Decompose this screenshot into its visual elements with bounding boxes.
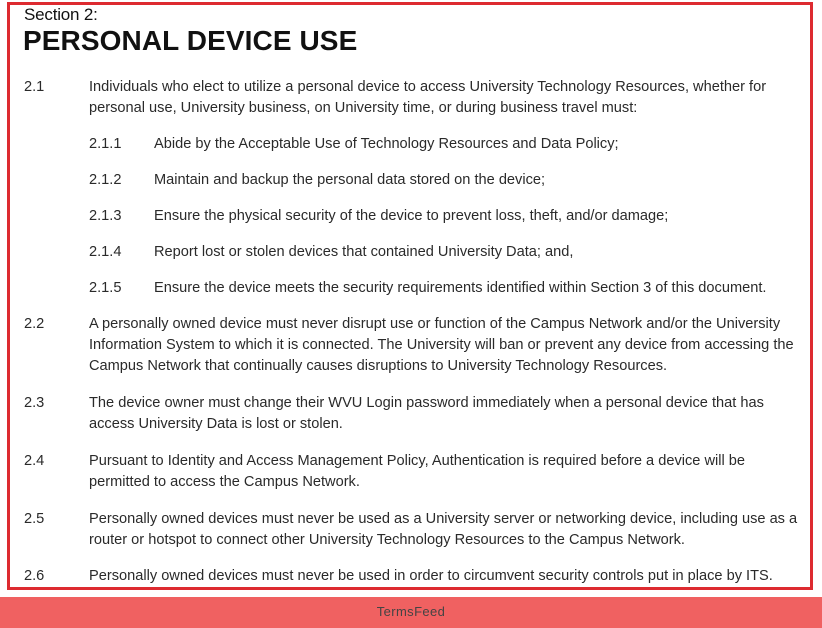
footer-brand-link[interactable]: TermsFeed	[376, 604, 446, 619]
clause-number: 2.6	[24, 568, 45, 584]
subclause-text: Ensure the device meets the security requirements identified within Section 3 of this document.	[154, 280, 767, 296]
subclause-number: 2.1.3	[89, 208, 122, 224]
subclause-text: Maintain and backup the personal data stored on the device;	[154, 172, 546, 188]
subclause-number: 2.1.5	[89, 280, 122, 296]
document-frame	[7, 2, 813, 590]
clause-text: Individuals who elect to utilize a personal device to access University Technology Resources, whether for personal use, University business, on University time, or during business travel must:	[89, 79, 767, 116]
clause-number: 2.3	[24, 395, 45, 411]
clause-number: 2.4	[24, 453, 45, 469]
subclause-text: Report lost or stolen devices that contained University Data; and,	[154, 244, 574, 260]
subclause-text: Abide by the Acceptable Use of Technology Resources and Data Policy;	[154, 136, 619, 152]
clause-number: 2.1	[24, 79, 45, 95]
clause-text: A personally owned device must never disrupt use or function of the Campus Network and/or the University Information System to which it is connected. The University will ban or prevent any device from accessing the Campus Network that continually causes disruptions to University Technology Resources.	[89, 316, 794, 374]
footer-bar	[0, 597, 822, 628]
clause-text: Pursuant to Identity and Access Management Policy, Authentication is required before a device will be permitted to access the Campus Network.	[89, 453, 746, 490]
clause-number: 2.5	[24, 511, 45, 527]
section-label: Section 2:	[24, 5, 98, 24]
clause-number: 2.2	[24, 316, 45, 332]
subclause-number: 2.1.1	[89, 136, 122, 152]
subclause-text: Ensure the physical security of the device to prevent loss, theft, and/or damage;	[154, 208, 669, 224]
clause-text: Personally owned devices must never be used in order to circumvent security controls put in place by ITS.	[89, 568, 773, 584]
clause-text: The device owner must change their WVU Login password immediately when a personal device that has access University Data is lost or stolen.	[89, 395, 764, 432]
subclause-number: 2.1.4	[89, 244, 122, 260]
subclause-number: 2.1.2	[89, 172, 122, 188]
clause-text: Personally owned devices must never be used as a University server or networking device, including use as a router or hotspot to connect other University Technology Resources to the Campus Network.	[89, 511, 798, 548]
section-title: PERSONAL DEVICE USE	[23, 25, 358, 56]
